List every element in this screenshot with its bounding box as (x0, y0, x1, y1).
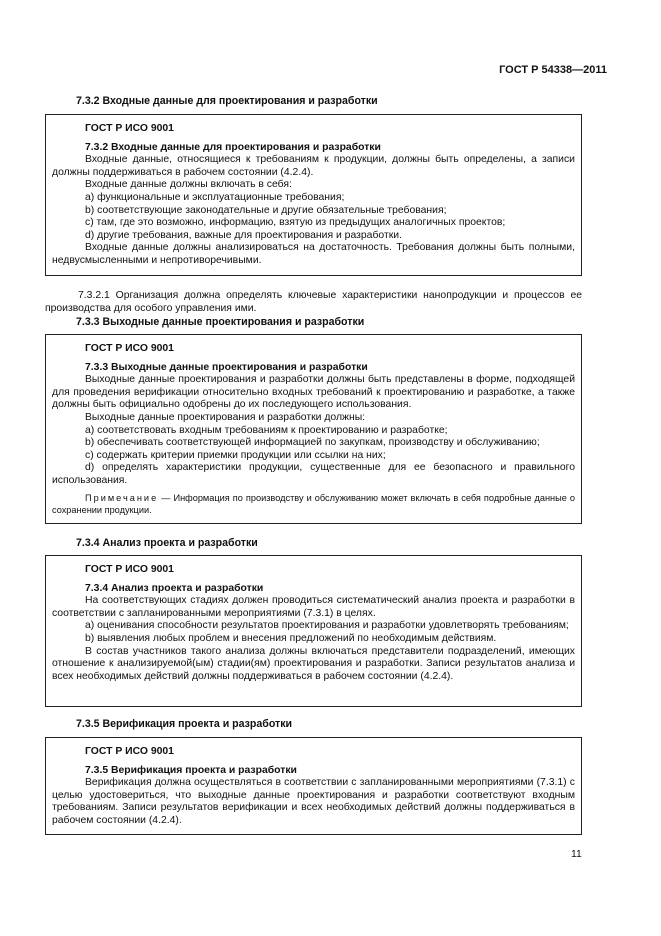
box-subheading: 7.3.5 Верификация проекта и разработки (85, 764, 297, 776)
box-paragraph: В состав участников такого анализа должны включаться представители подразделений, имеющих отношение к анализируемой(ым) стадии(ям) проектирования и разработки. Записи результатов анализа и всех необходимых действий должны поддерживаться в рабочем состоянии (4.2.4). (52, 645, 575, 682)
box-subheading: 7.3.2 Входные данные для проектирования и разработки (85, 141, 381, 153)
box-subheading: 7.3.4 Анализ проекта и разработки (85, 582, 264, 594)
box-subheading: 7.3.3 Выходные данные проектирования и разработки (85, 361, 368, 373)
box-paragraph: Выходные данные проектирования и разработки должны: (85, 411, 366, 423)
note (52, 492, 575, 516)
list-item: a) оценивания способности результатов проектирования и разработки удовлетворять требованиям; (85, 620, 569, 632)
list-item: a) функциональные и эксплуатационные требования; (85, 191, 345, 203)
box-paragraph: Выходные данные проектирования и разработки должны быть представлены в форме, подходящей для проведения верификации относительно входных требований к проектированию и разработке, а также должны быть официально одобрены до их последующего использования. (52, 374, 575, 411)
note-text: — Информация по производству и обслуживанию может включать в себя подробные данные о сохранении продукции. (52, 492, 575, 515)
quote-box-7-3-5 (45, 737, 582, 835)
section-heading-7-3-3: 7.3.3 Выходные данные проектирования и разработки (76, 316, 365, 328)
list-item: d) определять характеристики продукции, существенные для ее безопасного и правильного использования. (52, 462, 575, 486)
list-item: d) другие требования, важные для проектирования и разработки. (85, 229, 402, 241)
box-paragraph: Верификация должна осуществляться в соответствии с запланированными мероприятиями (7.3.1) с целью удостовериться, что выходные данные проектирования и разработки соответствуют входным требованиям. Записи результатов верификации и всех необходимых действий должны поддерживаться в рабочем состоянии (4.2.4). (52, 777, 575, 826)
list-item: c) там, где это возможно, информацию, взятую из предыдущих аналогичных проектов; (85, 217, 506, 229)
list-item: a) соответствовать входным требованиям к проектированию и разработке; (85, 424, 448, 436)
quote-box-7-3-2 (45, 114, 582, 276)
list-item: b) выявления любых проблем и внесения предложений по необходимым действиям. (85, 632, 497, 644)
list-item: b) соответствующие законодательные и другие обязательные требования; (85, 204, 447, 216)
list-item: b) обеспечивать соответствующей информацией по закупкам, производству и обслуживанию; (85, 437, 540, 449)
note-label: Примечание (85, 492, 159, 503)
box-standard-label: ГОСТ Р ИСО 9001 (85, 343, 174, 354)
box-standard-label: ГОСТ Р ИСО 9001 (85, 746, 174, 757)
box-standard-label: ГОСТ Р ИСО 9001 (85, 564, 174, 575)
quote-box-7-3-3 (45, 334, 582, 524)
clause-7-3-2-1: 7.3.2.1 Организация должна определять ключевые характеристики нанопродукции и процессов ее производства для особого управления ими. (45, 290, 582, 314)
section-heading-7-3-4: 7.3.4 Анализ проекта и разработки (76, 537, 258, 549)
document-code: ГОСТ Р 54338—2011 (499, 64, 607, 76)
box-paragraph: Входные данные должны включать в себя: (85, 179, 292, 191)
list-item: c) содержать критерии приемки продукции или ссылки на них; (85, 449, 386, 461)
box-paragraph: Входные данные, относящиеся к требованиям к продукции, должны быть определены, а записи должны поддерживаться в рабочем состоянии (4.2.4). (52, 154, 575, 178)
quote-box-7-3-4 (45, 555, 582, 707)
page-number: 11 (571, 849, 582, 860)
section-heading-7-3-2: 7.3.2 Входные данные для проектирования и разработки (76, 95, 378, 107)
box-paragraph: На соответствующих стадиях должен проводиться систематический анализ проекта и разработки в соответствии с запланированными мероприятиями (7.3.1) в целях. (52, 595, 575, 619)
box-standard-label: ГОСТ Р ИСО 9001 (85, 123, 174, 134)
box-paragraph: Входные данные должны анализироваться на достаточность. Требования должны быть полными, недвусмысленными и непротиворечивыми. (52, 242, 575, 266)
section-heading-7-3-5: 7.3.5 Верификация проекта и разработки (76, 718, 293, 730)
